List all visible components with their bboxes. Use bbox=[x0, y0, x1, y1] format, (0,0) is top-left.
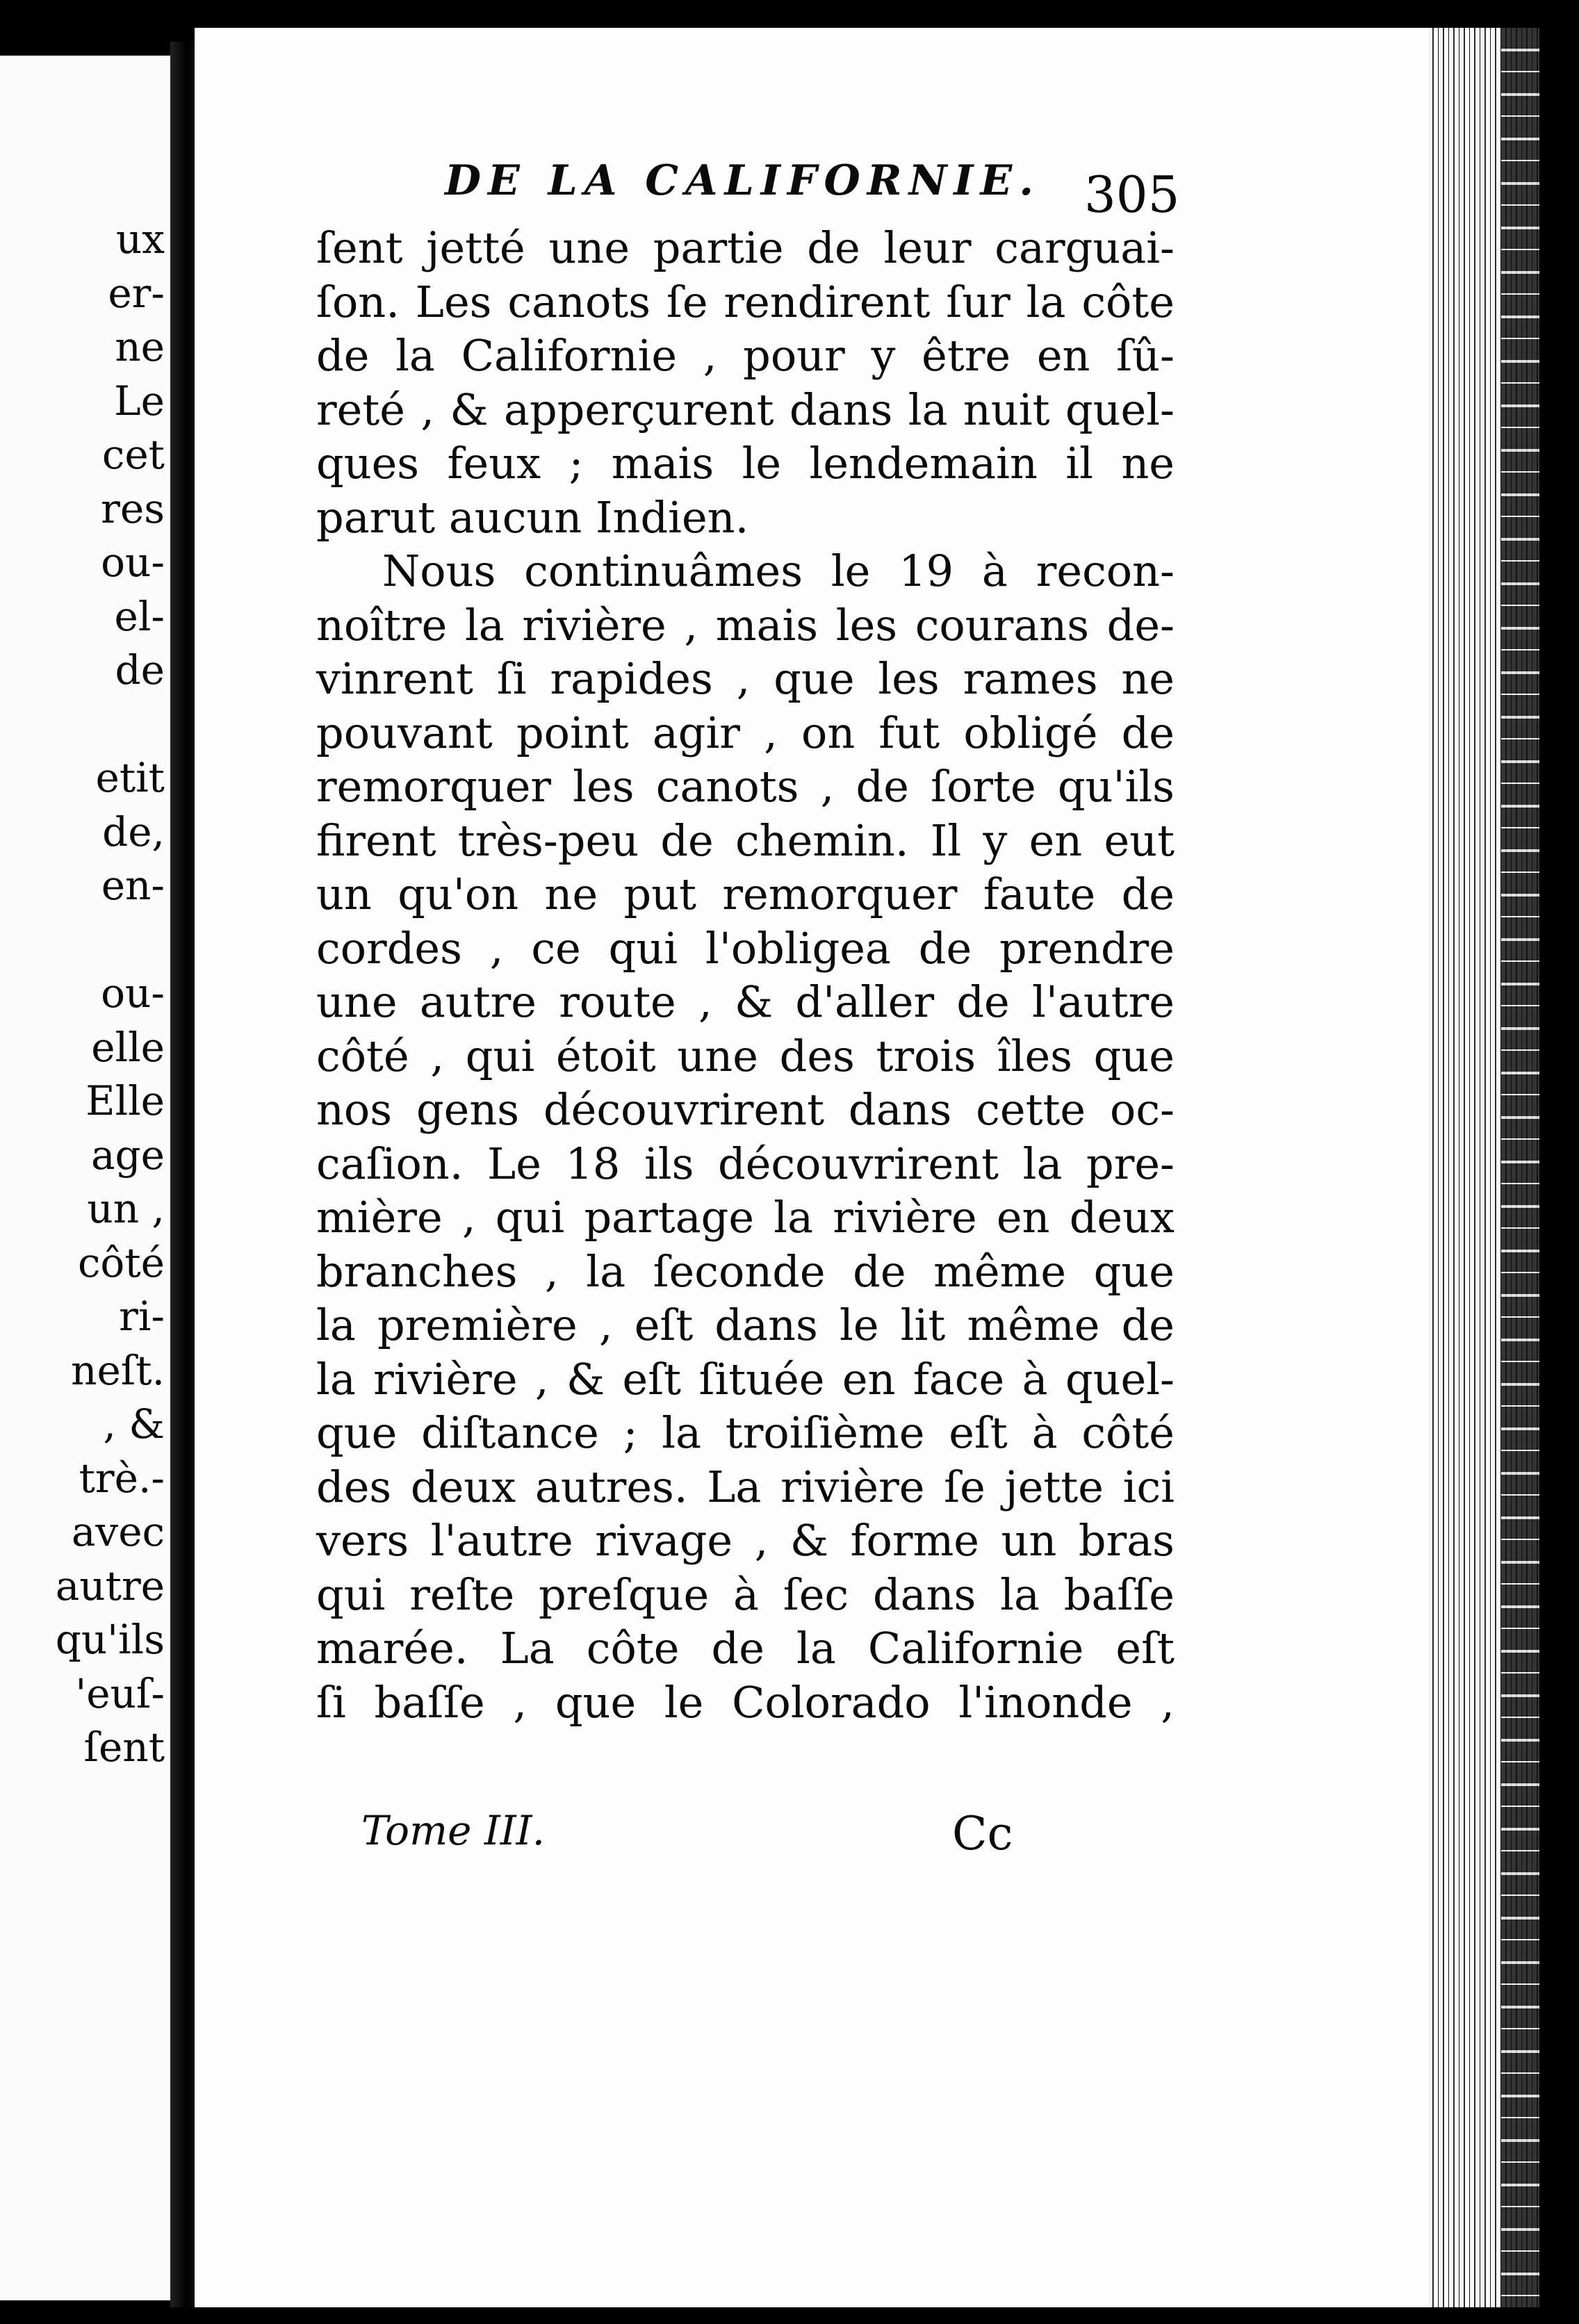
text-line: que diſtance ; la troiſième eſt à côté bbox=[316, 1407, 1175, 1458]
running-head: DE LA CALIFORNIE. bbox=[445, 156, 1041, 205]
left-margin-fragment: 'euſ- bbox=[75, 1670, 165, 1717]
left-margin-fragment: cet bbox=[101, 431, 165, 478]
left-margin-fragment: ou- bbox=[101, 969, 165, 1017]
left-margin-fragment: Elle bbox=[85, 1077, 165, 1124]
text-line: ſent jetté une partie de leur carguai- bbox=[316, 222, 1175, 273]
left-margin-fragment: de bbox=[115, 646, 165, 694]
left-margin-fragment: ſent bbox=[83, 1724, 165, 1771]
text-line: une autre route , & d'aller de l'autre bbox=[316, 976, 1175, 1027]
left-margin-fragment: age bbox=[90, 1131, 165, 1179]
text-line: Nous continuâmes le 19 à recon- bbox=[382, 546, 1175, 596]
left-margin-fragment: ou- bbox=[101, 539, 165, 586]
left-margin-fragment: neſt. bbox=[71, 1347, 165, 1394]
left-margin-fragment: el- bbox=[114, 593, 165, 640]
left-margin-fragment: trè.- bbox=[79, 1455, 165, 1502]
left-margin-fragment: un , bbox=[87, 1185, 165, 1232]
text-line: noître la rivière , mais les courans de- bbox=[316, 599, 1175, 650]
page-edges-shadow bbox=[1501, 28, 1539, 2307]
volume-footer: Tome III. bbox=[361, 1807, 546, 1854]
text-line: ſi baſſe , que le Colorado l'inonde , bbox=[316, 1676, 1175, 1728]
text-line: qui reſte preſque à ſec dans la baſſe bbox=[316, 1569, 1175, 1620]
left-margin-fragment: en- bbox=[101, 862, 165, 909]
left-margin-fragment: autre bbox=[55, 1562, 165, 1610]
left-margin-fragment: avec bbox=[71, 1508, 165, 1555]
text-line: des deux autres. La rivière ſe jette ici bbox=[316, 1461, 1175, 1512]
text-line: mière , qui partage la rivière en deux bbox=[316, 1192, 1175, 1243]
text-line: cordes , ce qui l'obligea de prendre bbox=[316, 922, 1175, 974]
page-number: 305 bbox=[1084, 165, 1180, 224]
text-line: parut aucun Indien. bbox=[316, 491, 749, 543]
left-margin-fragment: ux bbox=[115, 215, 165, 263]
left-margin-fragment: er- bbox=[108, 270, 165, 317]
text-line: marée. La côte de la Californie eſt bbox=[316, 1623, 1175, 1674]
text-line: reté , & apperçurent dans la nuit quel- bbox=[316, 384, 1175, 435]
left-margin-fragment: qu'ils bbox=[55, 1616, 165, 1663]
text-line: vers l'autre rivage , & forme un bras bbox=[316, 1515, 1175, 1566]
text-line: la rivière , & eſt ſituée en face à quel- bbox=[316, 1353, 1175, 1405]
text-line: un qu'on ne put remorquer faute de bbox=[316, 869, 1175, 919]
text-line: de la Californie , pour y être en ſû- bbox=[316, 330, 1175, 381]
left-margin-fragment: de, bbox=[102, 808, 165, 856]
text-line: pouvant point agir , on fut obligé de bbox=[316, 707, 1175, 758]
left-margin-fragment: ne bbox=[115, 323, 165, 370]
text-line: firent très-peu de chemin. Il y en eut bbox=[316, 815, 1175, 866]
text-line: ques feux ; mais le lendemain il ne bbox=[316, 438, 1175, 489]
text-line: caſion. Le 18 ils découvrirent la pre- bbox=[316, 1138, 1175, 1189]
left-margin-fragment: ri- bbox=[119, 1293, 165, 1340]
text-line: vinrent ſi rapides , que les rames ne bbox=[316, 653, 1175, 704]
text-line: la première , eſt dans le lit même de bbox=[316, 1300, 1175, 1350]
left-margin-fragment: elle bbox=[91, 1024, 165, 1071]
text-line: nos gens découvrirent dans cette oc- bbox=[316, 1084, 1175, 1135]
book-gutter bbox=[170, 42, 198, 2307]
text-line: remorquer les canots , de ſorte qu'ils bbox=[316, 761, 1175, 812]
left-margin-fragment: côté bbox=[77, 1239, 165, 1286]
left-margin-fragment: res bbox=[101, 485, 165, 532]
body-text bbox=[316, 221, 1175, 1729]
text-line: branches , la ſeconde de même que bbox=[316, 1245, 1175, 1297]
signature-mark: Cc bbox=[952, 1807, 1013, 1860]
text-line: côté , qui étoit une des trois îles que bbox=[316, 1030, 1175, 1081]
left-margin-fragment: etit bbox=[95, 754, 165, 801]
left-page bbox=[0, 56, 170, 2300]
left-margin-fragment: Le bbox=[114, 377, 165, 425]
left-margin-fragment: , & bbox=[103, 1400, 165, 1448]
text-line: ſon. Les canots ſe rendirent ſur la côte bbox=[316, 276, 1175, 327]
